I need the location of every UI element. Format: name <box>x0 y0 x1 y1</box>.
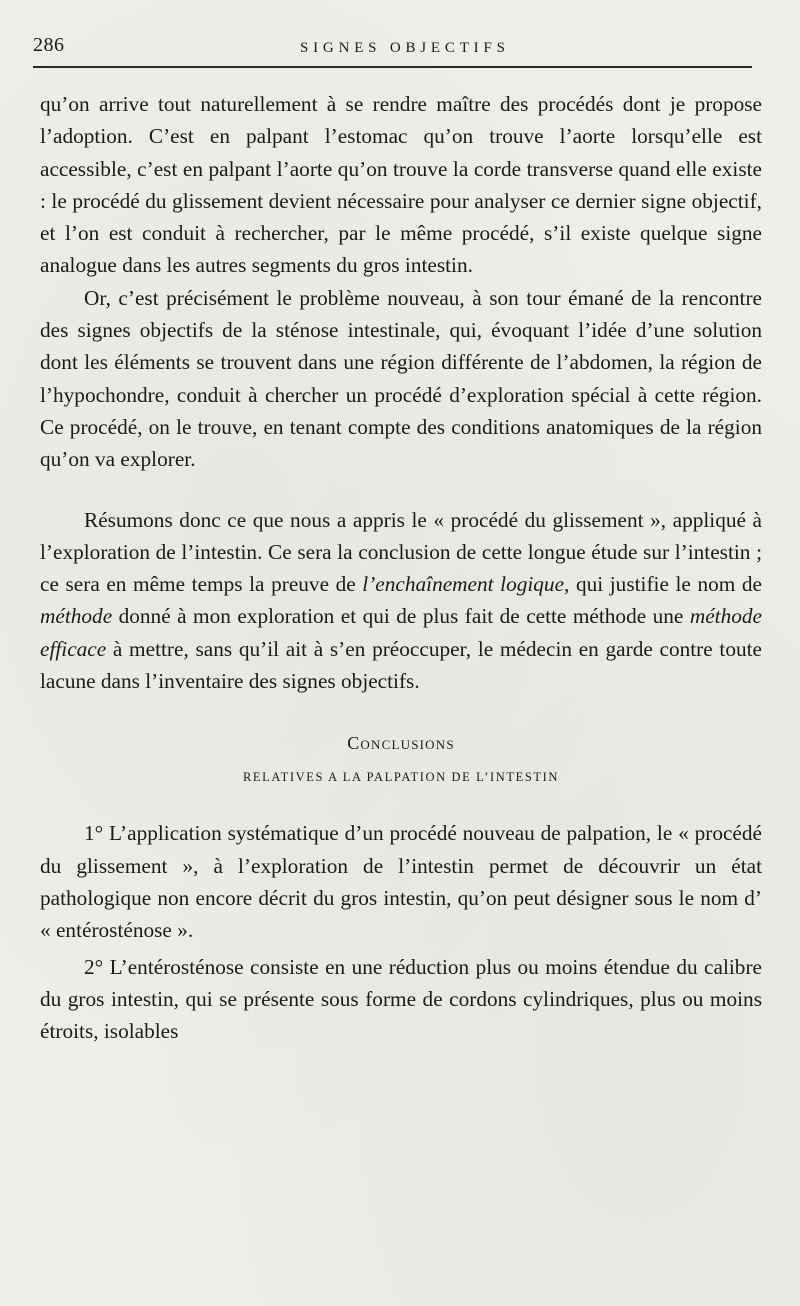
conclusions-heading: Conclusions <box>347 733 455 754</box>
header-rule <box>33 66 752 68</box>
summary-emphasis-methode: méthode <box>40 604 113 629</box>
summary-emphasis-efficace: méthode efficace <box>40 604 762 661</box>
running-head: SIGNES OBJECTIFS <box>300 40 510 56</box>
summary-emphasis-enchainement: l’enchaînement logique <box>362 572 565 597</box>
body-text <box>40 88 762 1047</box>
summary-text-4: à mettre, sans qu’il ait à s’en préoccuper, le médecin en garde contre toute lacune dans l’inventaire des signes objectifs. <box>40 636 762 694</box>
summary-text-2: , qui justifie le nom de <box>564 572 762 597</box>
paragraph-continued: qu’on arrive tout naturellement à se rendre maître des procédés dont je propose l’adoption. C’est en palpant l’estomac qu’on trouve l’aorte lorsqu’elle est accessible, c’est en palpant l’aorte qu’on trouve la corde transverse quand elle existe : le procédé du glissement devient nécessaire pour analyser ce dernier signe objectif, et l’on est conduit à rechercher, par le même procédé, s’il existe quelque signe analogue dans les autres segments du gros intestin. <box>40 92 762 278</box>
paragraph-problem: Or, c’est précisément le problème nouveau, à son tour émané de la rencontre des signes objectifs de la sténose intestinale, qui, évoquant l’idée d’une solution dont les éléments se trouvent dans une région différente de l’abdomen, la région de l’hypochondre, conduit à chercher un procédé d’exploration spécial à cette région. Ce procédé, on le trouve, en tenant compte des conditions anatomiques de la région qu’on va explorer. <box>40 285 762 472</box>
summary-text-1: Résumons donc ce que nous a appris le « procédé du glissement », appliqué à l’exploration de l’intestin. Ce sera la conclusion de cette longue étude sur l’intestin ; ce sera en même temps la preuve de <box>40 507 762 597</box>
conclusions-subheading: RELATIVES A LA PALPATION DE L’INTESTIN <box>242 770 560 785</box>
page-header <box>33 34 751 66</box>
page-number: 286 <box>33 34 65 56</box>
paragraph-summary <box>40 504 762 698</box>
summary-text-3: donné à mon exploration et qui de plus fait de cette méthode une <box>112 604 690 629</box>
conclusion-item-2: 2° L’entérosténose consiste en une réduction plus ou moins étendue du calibre du gros intestin, qui se présente sous forme de cordons cylindriques, plus ou moins étroits, isolables <box>40 954 762 1044</box>
conclusion-item-1: 1° L’application systématique d’un procédé nouveau de palpation, le « procédé du glissement », à l’exploration de l’intestin permet de découvrir un état pathologique non encore décrit du gros intestin, qu’on peut désigner sous le nom d’ « entérosténose ». <box>40 821 762 943</box>
